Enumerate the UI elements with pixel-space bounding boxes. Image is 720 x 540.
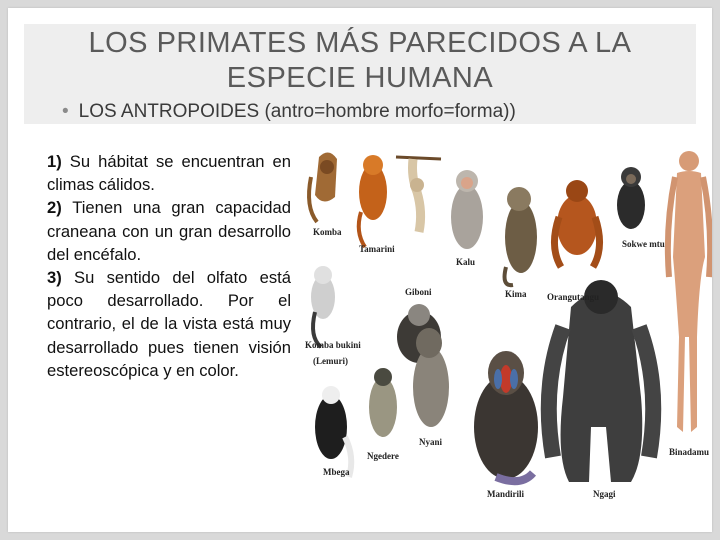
label-nyani: Nyani [419, 437, 443, 447]
label-orangutangu: Orangutangu [547, 292, 600, 302]
kima-hanging-figure [396, 157, 441, 232]
point-1-number: 1) [47, 152, 62, 171]
point-2-text: Tienen una gran capacidad craneana con un gran desarrollo del encéfalo. [47, 198, 291, 264]
nyani-figure [413, 328, 449, 427]
kima-figure [505, 187, 537, 285]
point-3-text: Su sentido del olfato está poco desarrollado. Por el contrario, el de la vista está muy desarrollado pues tienen visión estereoscópica y en color. [47, 268, 291, 380]
label-komba: Komba [313, 227, 342, 237]
tamarini-figure [359, 155, 387, 247]
point-1-text: Su hábitat se encuentran en climas cálidos. [47, 152, 291, 195]
label-tamarini: Tamarini [359, 244, 395, 254]
komba-bukini-figure [311, 266, 335, 347]
binadamu-figure [668, 151, 710, 432]
komba-figure [309, 152, 337, 222]
point-1 [47, 150, 291, 196]
orangutangu-figure [554, 180, 599, 267]
primates-image [301, 137, 712, 532]
bullet-dot-icon: • [62, 101, 69, 122]
ngedere-figure [369, 368, 397, 437]
kalu-figure [451, 170, 483, 249]
bullet-text: LOS ANTROPOIDES (antro=hombre morfo=forma)) [78, 101, 516, 122]
sokwe-figure [617, 167, 645, 229]
label-mbega: Mbega [323, 467, 350, 477]
mbega-figure [315, 386, 351, 477]
body-text [47, 150, 291, 382]
label-ngedere: Ngedere [367, 451, 399, 461]
point-2-number: 2) [47, 198, 62, 218]
mandirili-figure [474, 351, 538, 481]
point-2 [47, 196, 291, 266]
point-3 [47, 266, 291, 382]
label-komba-bukini: Komba bukini [305, 340, 361, 350]
slide-title: LOS PRIMATES MÁS PARECIDOS A LA ESPECIE HUMANA [88, 27, 632, 94]
label-binadamu: Binadamu [669, 447, 710, 457]
label-kalu: Kalu [456, 257, 476, 267]
ngagi-figure [549, 280, 653, 482]
label-sokwe: Sokwe mtu [622, 239, 665, 249]
label-mandirili: Mandirili [487, 489, 525, 499]
label-lemuri: (Lemuri) [313, 356, 348, 366]
point-3-number: 3) [47, 268, 62, 288]
label-ngagi: Ngagi [593, 489, 616, 499]
bullet-line [62, 101, 516, 123]
label-kima: Kima [505, 289, 527, 299]
label-giboni: Giboni [405, 287, 432, 297]
primates-illustration [301, 137, 712, 532]
